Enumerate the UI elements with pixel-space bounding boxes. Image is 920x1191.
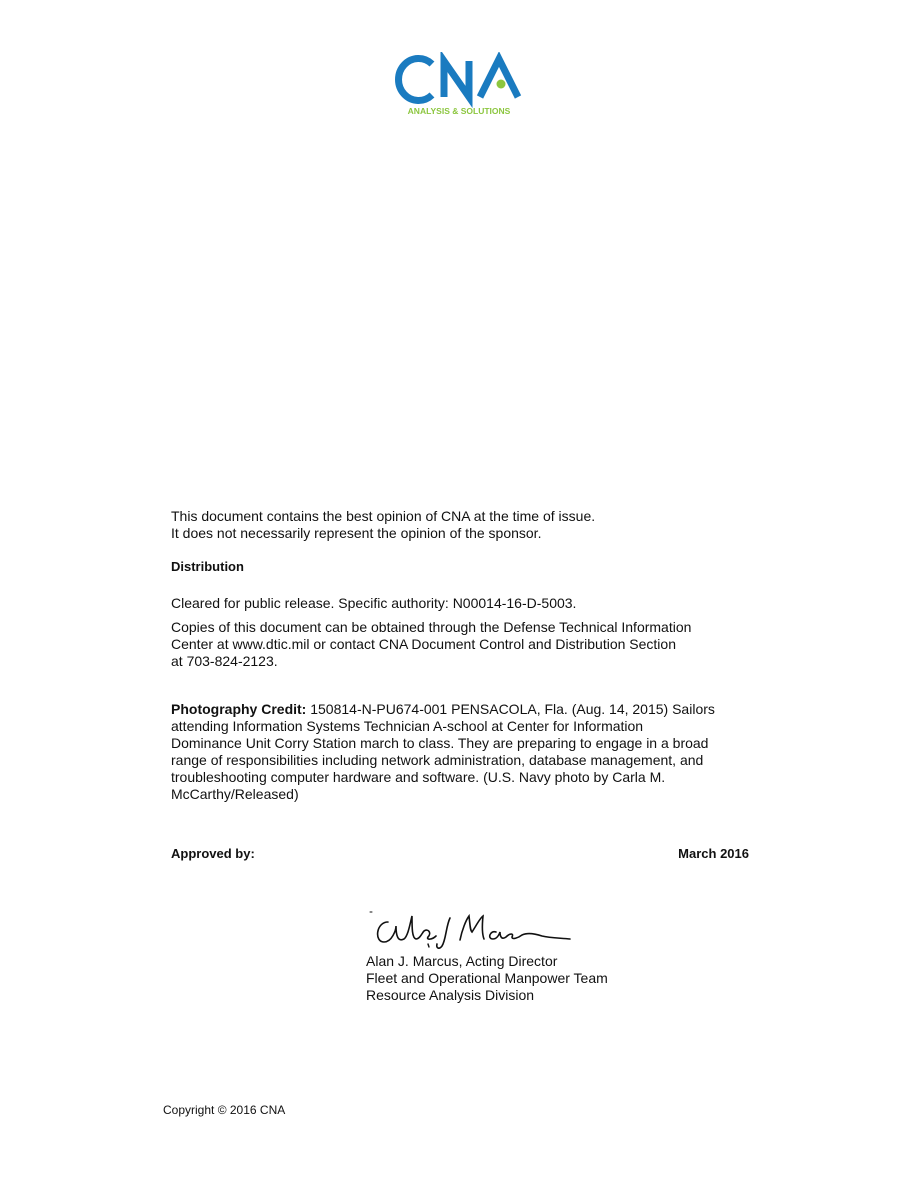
signature — [366, 906, 580, 956]
logo-tagline: ANALYSIS & SOLUTIONS — [407, 106, 511, 116]
signer-name: Alan J. Marcus, Acting Director — [366, 953, 558, 969]
disclaimer-line: It does not necessarily represent the opinion of the sponsor. — [171, 525, 542, 541]
photo-credit-line — [171, 701, 761, 718]
distribution-heading: Distribution — [171, 559, 244, 574]
photo-credit-line: troubleshooting computer hardware and software. (U.S. Navy photo by Carla M. — [171, 769, 666, 785]
handwritten-signature — [366, 906, 580, 956]
approval-date: March 2016 — [678, 846, 749, 861]
signer-division: Resource Analysis Division — [366, 987, 535, 1003]
cleared-text: Cleared for public release. Specific authority: N00014-16-D-5003. — [171, 595, 577, 611]
photo-credit-line: Dominance Unit Corry Station march to class. They are preparing to engage in a broad — [171, 735, 709, 751]
photo-credit-label: Photography Credit: — [171, 701, 307, 717]
disclaimer-line: This document contains the best opinion of CNA at the time of issue. — [171, 508, 596, 524]
copies-line: at 703-824-2123. — [171, 653, 278, 669]
photo-credit-line: attending Information Systems Technician A-school at Center for Information — [171, 718, 644, 734]
copies-line: Copies of this document can be obtained through the Defense Technical Information — [171, 619, 692, 635]
copyright: Copyright © 2016 CNA — [163, 1103, 286, 1117]
distribution-cleared — [171, 595, 761, 612]
cna-logo-mark — [388, 52, 530, 118]
signer-team: Fleet and Operational Manpower Team — [366, 970, 608, 986]
photo-credit-line: range of responsibilities including network administration, database management, and — [171, 752, 704, 768]
copies-line: Center at www.dtic.mil or contact CNA Document Control and Distribution Section — [171, 636, 676, 652]
disclaimer — [171, 508, 761, 542]
photo-credit-line: McCarthy/Released) — [171, 786, 299, 802]
cna-logo — [388, 52, 530, 118]
approved-by-label: Approved by: — [171, 846, 255, 861]
photo-credit — [171, 701, 761, 803]
photo-credit-text: 150814-N-PU674-001 PENSACOLA, Fla. (Aug. 14, 2015) Sailors — [306, 701, 715, 717]
distribution-copies — [171, 619, 761, 670]
signer-block — [366, 953, 608, 1004]
